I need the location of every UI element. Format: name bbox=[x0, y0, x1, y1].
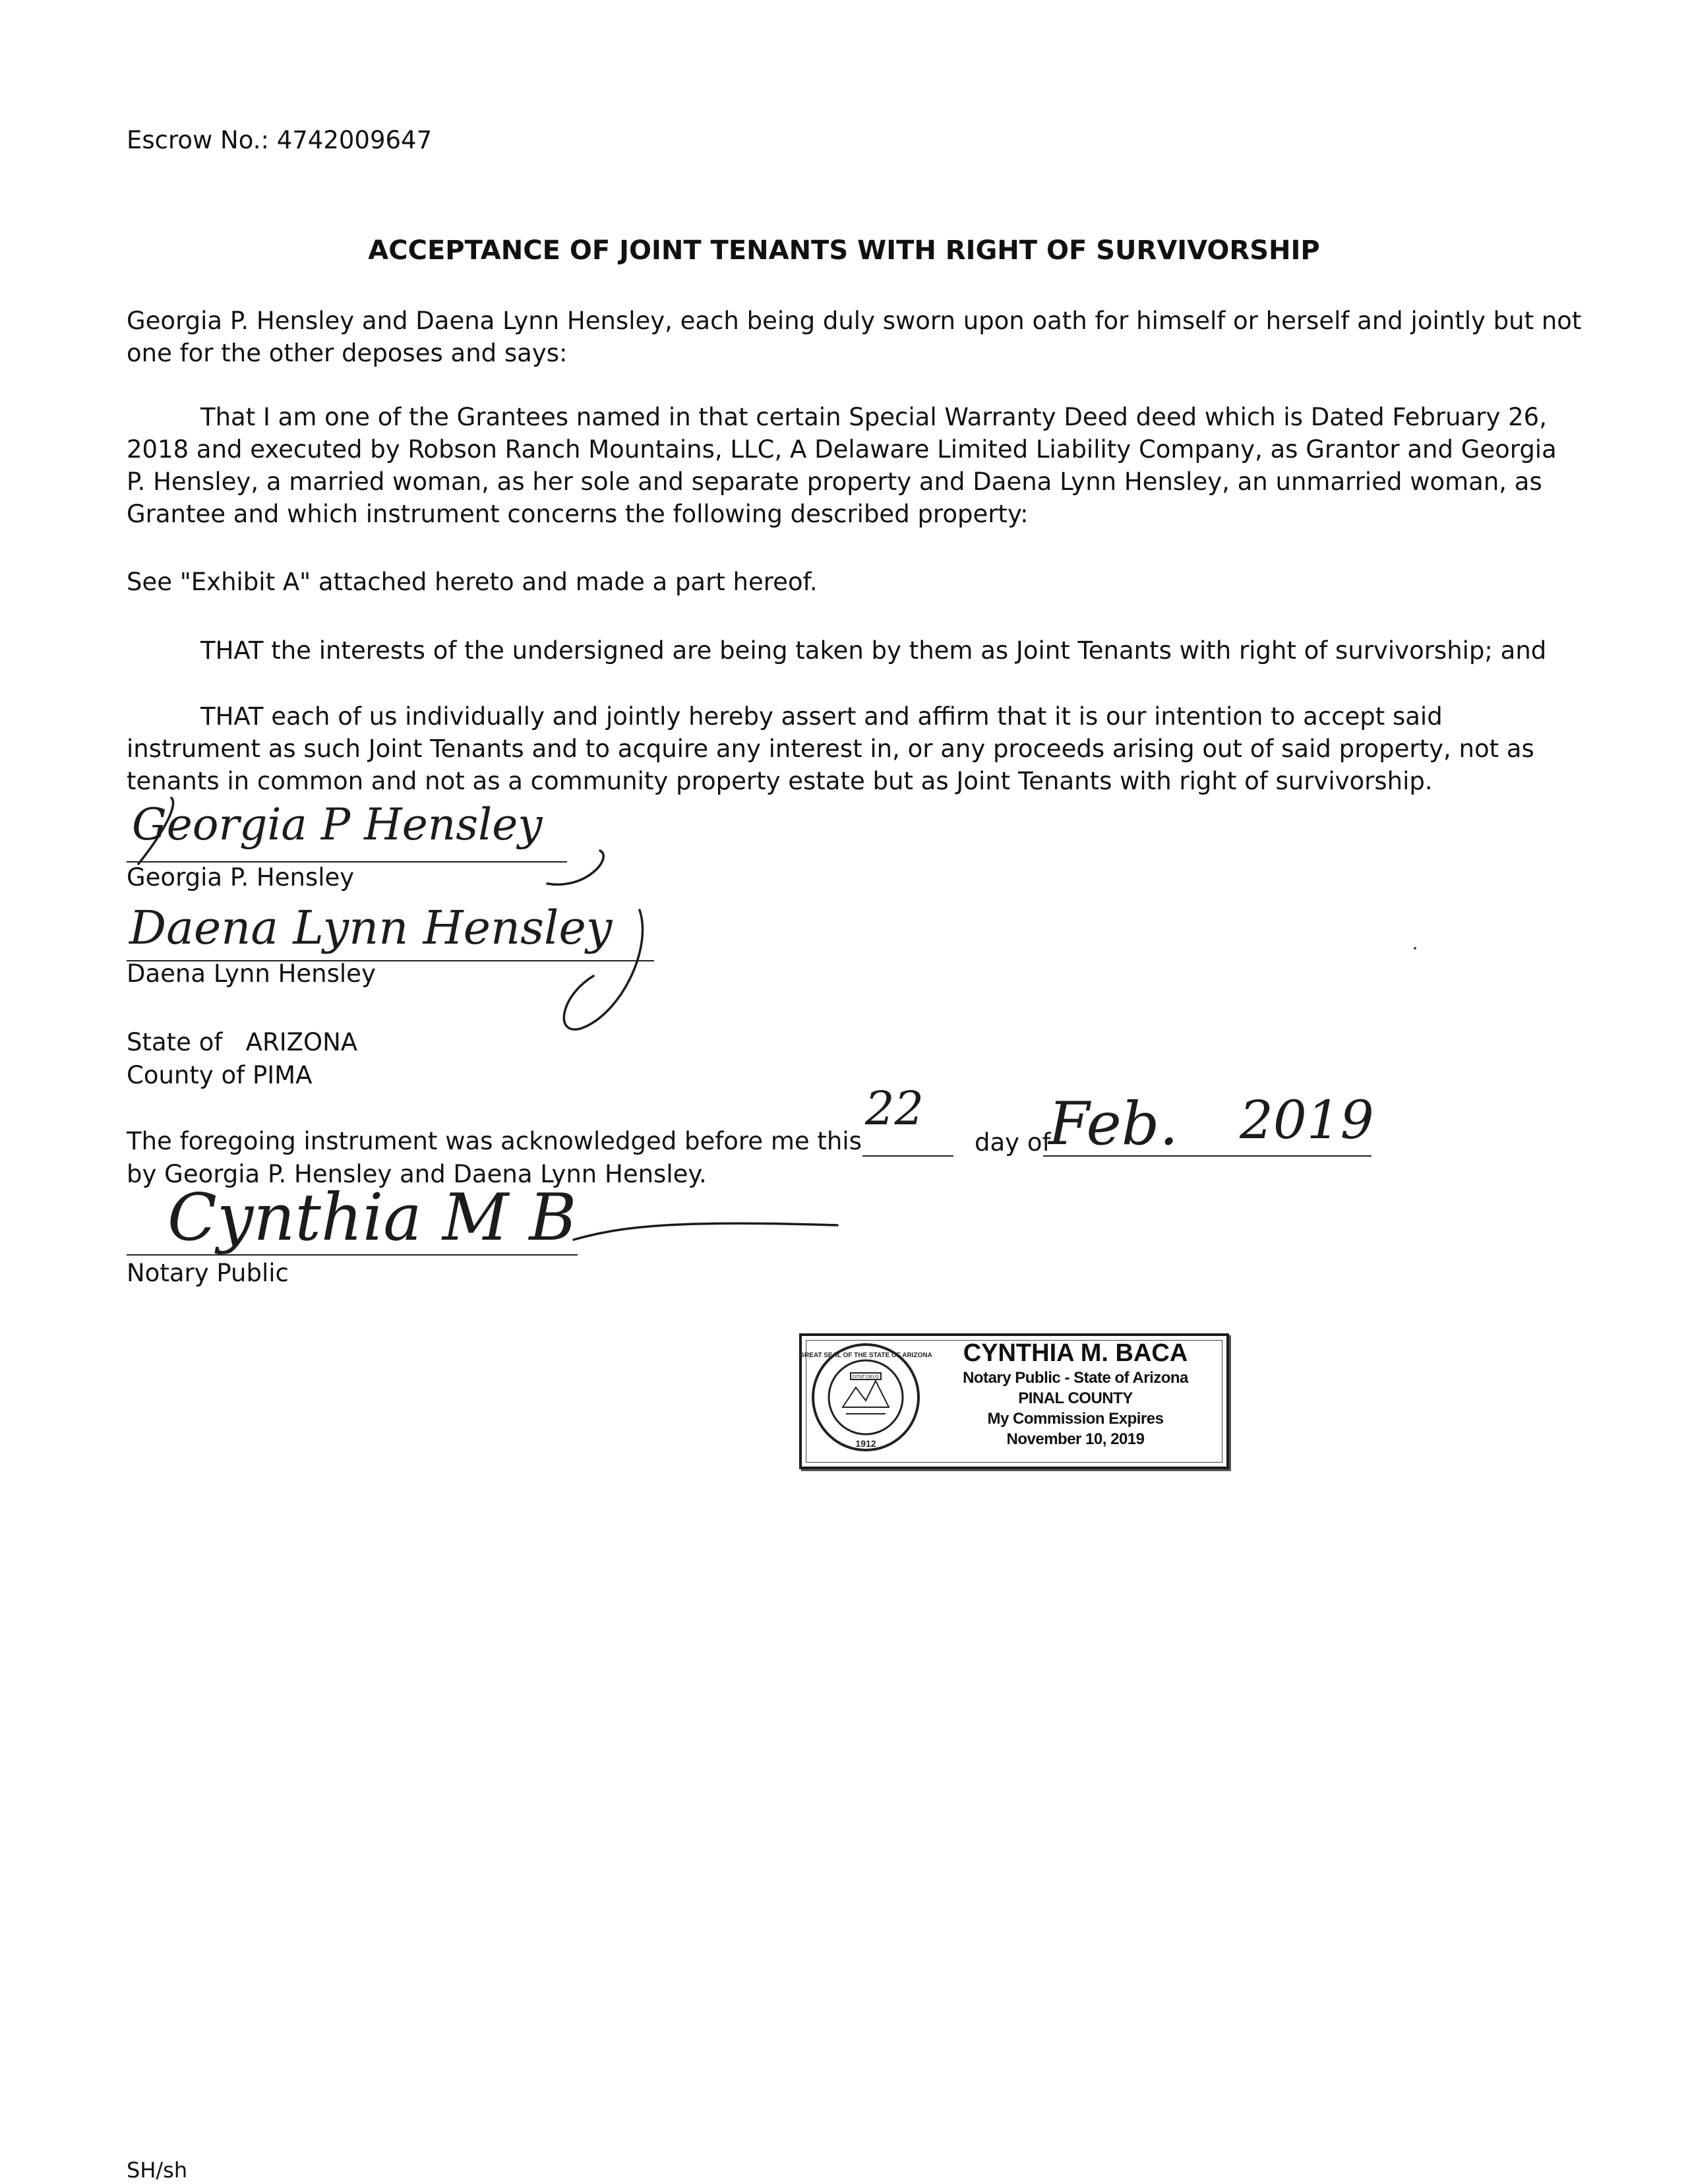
notary-public-label: Notary Public bbox=[127, 1259, 289, 1287]
signer1-name: Georgia P. Hensley bbox=[127, 863, 355, 892]
grantees-paragraph: That I am one of the Grantees named in that certain Special Warranty Deed deed which is Dated February 26, 2018 and executed by Robson Ranch Mountains, LLC, A Delaware Limited Liability Company, as Grantor and Georgia P. Hensley, a married woman, as her sole and separate property and Daena Lynn Hensley, an unmarried woman, as Grantee and which instrument concerns the following described property: bbox=[127, 403, 1557, 528]
signer1-signature: Georgia P Hensley bbox=[132, 799, 543, 850]
day-value: 22 bbox=[865, 1081, 924, 1136]
signer2-signature: Daena Lynn Hensley bbox=[129, 901, 613, 955]
notary-signature-flourish bbox=[567, 1200, 844, 1253]
state-label: State of bbox=[127, 1028, 223, 1056]
interests-paragraph: THAT the interests of the undersigned are being taken by them as Joint Tenants with right of survivorship; and bbox=[200, 636, 1547, 665]
notary-stamp-text bbox=[934, 1339, 1217, 1449]
day-blank-line bbox=[862, 1155, 953, 1157]
month-value: Feb. bbox=[1048, 1089, 1179, 1159]
state-value: ARIZONA bbox=[245, 1028, 358, 1056]
signer2-signature-flourish bbox=[541, 897, 673, 1042]
notary-stamp-line4: November 10, 2019 bbox=[1006, 1430, 1145, 1448]
intro-paragraph: Georgia P. Hensley and Daena Lynn Hensley, each being duly sworn upon oath for himself or herself and jointly but not one for the other deposes and says: bbox=[127, 307, 1582, 367]
notary-signature-line bbox=[127, 1254, 578, 1256]
acknowledgment-by-line: by Georgia P. Hensley and Daena Lynn Hensley. bbox=[127, 1160, 707, 1188]
notary-stamp-name: CYNTHIA M. BACA bbox=[963, 1339, 1188, 1367]
seal-ring-text: GREAT SEAL OF THE STATE OF ARIZONA bbox=[799, 1352, 932, 1359]
signer2-name: Daena Lynn Hensley bbox=[127, 959, 376, 988]
notary-stamp bbox=[799, 1333, 1229, 1469]
escrow-number: Escrow No.: 4742009647 bbox=[127, 126, 433, 154]
scan-speck bbox=[1414, 947, 1416, 950]
notary-stamp-line3: My Commission Expires bbox=[987, 1410, 1164, 1428]
notary-stamp-line1: Notary Public - State of Arizona bbox=[963, 1369, 1188, 1387]
state-line bbox=[127, 1026, 357, 1059]
notary-signature: Cynthia M B bbox=[167, 1180, 577, 1256]
exhibit-line: See "Exhibit A" attached hereto and made a part hereof. bbox=[127, 568, 818, 596]
notary-stamp-line2: PINAL COUNTY bbox=[1018, 1389, 1133, 1407]
document-title: ACCEPTANCE OF JOINT TENANTS WITH RIGHT OF SURVIVORSHIP bbox=[368, 235, 1320, 266]
day-of-label: day of bbox=[975, 1128, 1051, 1157]
assertion-paragraph: THAT each of us individually and jointly hereby assert and affirm that it is our intention to accept said instrument as such Joint Tenants and to acquire any interest in, or any proceeds arising out of said property, not as tenants in common and not as a community property estate but as Joint Tenants with right of survivorship. bbox=[127, 702, 1534, 795]
footer-initials: SH/sh bbox=[127, 2158, 188, 2183]
seal-motto: DITAT DEUS bbox=[852, 1375, 880, 1380]
year-value: 2019 bbox=[1240, 1089, 1374, 1151]
seal-year: 1912 bbox=[855, 1438, 876, 1449]
acknowledgment-text: The foregoing instrument was acknowledged before me this bbox=[127, 1127, 862, 1155]
arizona-seal-icon bbox=[799, 1341, 932, 1453]
county-line: County of PIMA bbox=[127, 1061, 313, 1089]
